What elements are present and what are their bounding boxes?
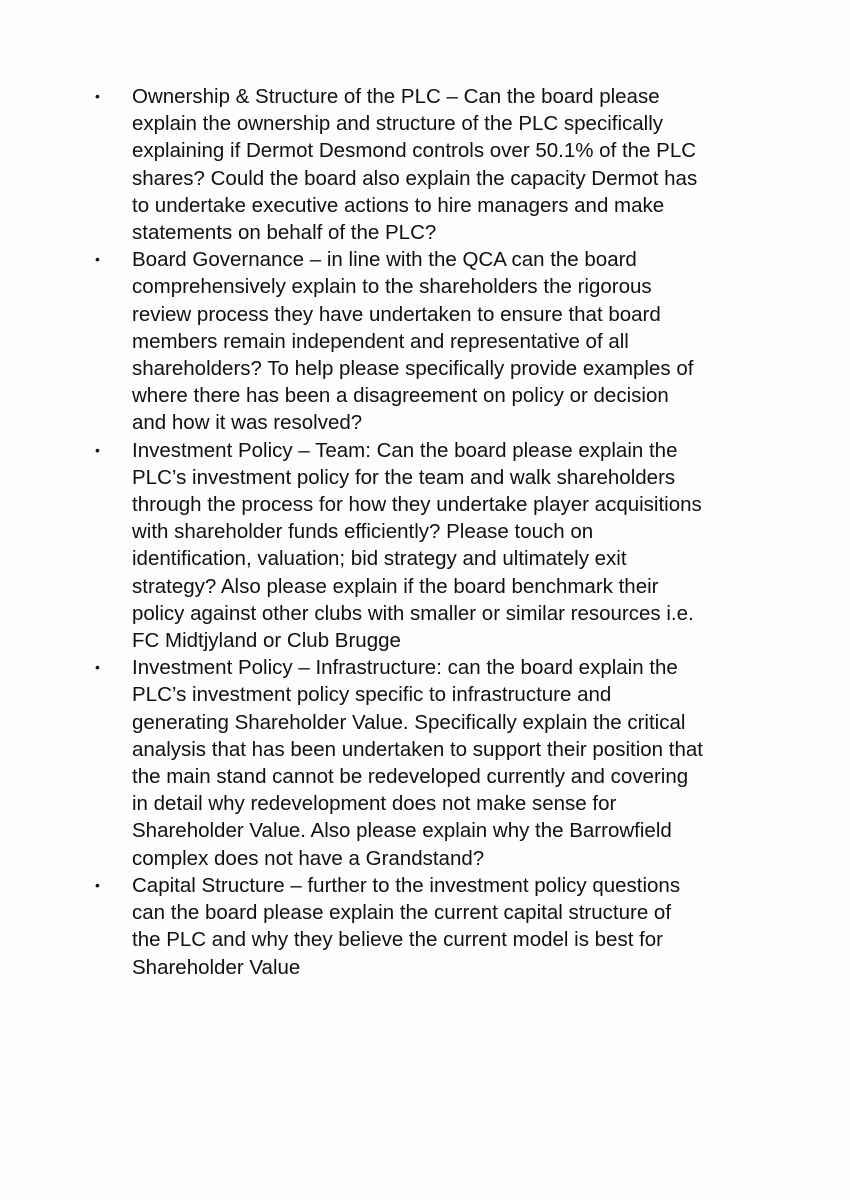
text-line: Ownership & Structure of the PLC – Can the board please [132, 85, 660, 108]
text-line: complex does not have a Grandstand? [132, 846, 485, 870]
text-line: Shareholder Value [132, 955, 301, 979]
text-line: PLC’s investment policy specific to infrastructure and [132, 683, 612, 707]
text-line: and how it was resolved? [132, 411, 363, 435]
bullet-icon: • [95, 251, 100, 268]
text-line: analysis that has been undertaken to support their position that [132, 737, 703, 761]
text-line: the PLC and why they believe the current model is best for [132, 928, 664, 952]
list-item [90, 872, 790, 981]
text-line: comprehensively explain to the shareholders the rigorous [132, 275, 652, 299]
text-line: policy against other clubs with smaller or similar resources i.e. [132, 601, 694, 625]
text-line: members remain independent and representative of all [132, 329, 629, 353]
text-line: shares? Could the board also explain the capacity Dermot has [132, 166, 698, 190]
text-line: identification, valuation; bid strategy and ultimately exit [132, 547, 627, 571]
question-list [90, 83, 790, 981]
text-line: shareholders? To help please specifically provide examples of [132, 357, 694, 381]
list-item [90, 654, 790, 872]
text-line: can the board please explain the current capital structure of [132, 901, 672, 925]
text-line: the main stand cannot be redeveloped currently and covering [132, 765, 689, 789]
text-line: FC Midtjyland or Club Brugge [132, 629, 401, 653]
list-item [90, 246, 790, 436]
text-line: statements on behalf of the PLC? [132, 221, 437, 245]
text-line: Investment Policy – Team: Can the board please explain the [132, 438, 678, 462]
text-line: explain the ownership and structure of the PLC specifically [132, 112, 664, 136]
bullet-icon: • [95, 88, 100, 104]
text-line: through the process for how they undertake player acquisitions [132, 493, 702, 517]
bullet-icon: • [95, 441, 100, 458]
text-line: review process they have undertaken to ensure that board [132, 302, 661, 326]
text-line: Investment Policy – Infrastructure: can the board explain the [132, 656, 678, 680]
text-line: explaining if Dermot Desmond controls over 50.1% of the PLC [132, 139, 697, 163]
text-line: Board Governance – in line with the QCA can the board [132, 248, 637, 272]
text-line: strategy? Also please explain if the board benchmark their [132, 574, 659, 598]
list-item [90, 83, 790, 246]
list-item [90, 437, 790, 655]
text-line: Shareholder Value. Also please explain why the Barrowfield [132, 819, 672, 843]
text-line: PLC’s investment policy for the team and walk shareholders [132, 465, 676, 489]
text-line: where there has been a disagreement on policy or decision [132, 384, 669, 408]
text-line: to undertake executive actions to hire managers and make [132, 193, 665, 217]
text-line: Capital Structure – further to the investment policy questions [132, 873, 681, 897]
text-line: in detail why redevelopment does not make sense for [132, 792, 617, 816]
text-line: with shareholder funds efficiently? Please touch on [132, 520, 594, 544]
bullet-icon: • [95, 876, 100, 893]
text-line: generating Shareholder Value. Specifically explain the critical [132, 710, 686, 734]
bullet-icon: • [95, 659, 100, 676]
